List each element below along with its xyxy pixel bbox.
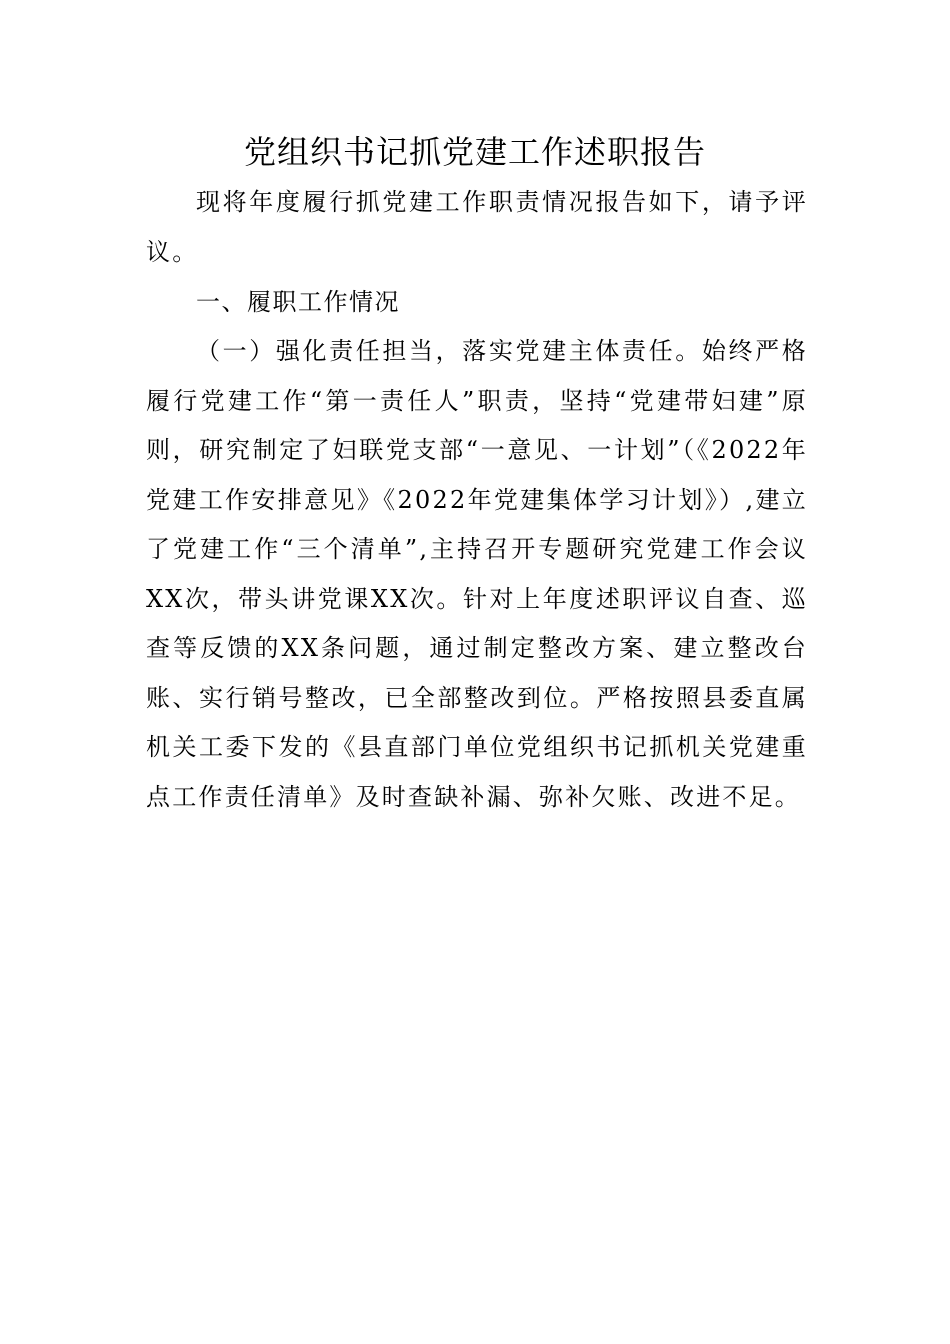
intro-paragraph: 现将年度履行抓党建工作职责情况报告如下，请予评议。	[146, 188, 808, 266]
document-title: 党组织书记抓党建工作述职报告	[243, 133, 706, 171]
section-heading: 一、履职工作情况	[196, 288, 400, 316]
section-paragraph: （一）强化责任担当，落实党建主体责任。始终严格履行党建工作“第一责任人”职责，坚持“党建带妇建”原则，研究制定了妇联党支部“一意见、一计划”（《2022年党建工作安排意见》《2022年党建集体学习计划》）,建立了党建工作“三个清单”,主持召开专题研究党建工作会议XX次，带头讲党课XX次。针对上年度述职评议自查、巡查等反馈的XX条问题，通过制定整改方案、建立整改台账、实行销号整改，已全部整改到位。严格按照县委直属机关工委下发的《县直部门单位党组织书记抓机关党建重点工作责任清单》及时查缺补漏、弥补欠账、改进不足。	[146, 337, 808, 811]
